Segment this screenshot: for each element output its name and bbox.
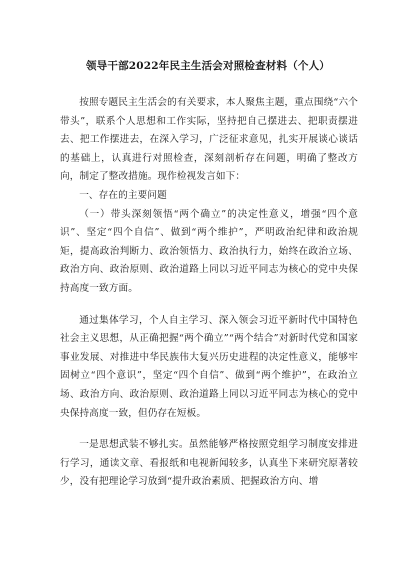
- section-heading: 一、存在的主要问题: [79, 189, 167, 201]
- document-body: [60, 94, 358, 492]
- body-paragraph: 通过集体学习，个人自主学习、深入领会习近平新时代中国特色社会主义思想，从正确把握“两个确立”“两个结合”对新时代党和国家事业发展、对推进中华民族伟大复兴历史进程的决定性意义，能够牢固树立“四个意识”，坚定“四个自信”、做到“两个维护”，在政治立场、政治方向、政治原则、政治道路上同以习近平同志为核心的党中央保持高度一致，但仍存在短板。: [60, 314, 358, 419]
- intro-paragraph: 按照专题民主生活会的有关要求，本人聚焦主题，重点围绕“六个带头”，联系个人思想和工作实际，坚持把自己摆进去、把职责摆进去、把工作摆进去，在深入学习，广泛征求意见，扎实开展谈心谈话的基础上，认真进行对照检查，深刻剖析存在问题，明确了整改方向，制定了整改措施。现作检视发言如下：: [60, 97, 358, 183]
- body-paragraph-truncated: 一是思想武装不够扎实。虽然能够严格按照党组学习制度安排进行学习，通读文章、看报纸和电视新闻较多，认真坐下来研究原著较少，没有把理论学习放到“提升政治素质、把握政治方向、增: [60, 439, 358, 488]
- subsection-paragraph: （一）带头深刻领悟“两个确立”的决定性意义，增强“四个意识”、坚定“四个自信”、做到“两个维护”，严明政治纪律和政治规矩，提高政治判断力、政治领悟力、政治执行力，始终在政治立场、政治方向、政治原则、政治道路上同以习近平同志为核心的党中央保持高度一致方面。: [60, 208, 358, 294]
- document-title: 领导干部2022年民主生活会对照检查材料（个人）: [85, 60, 331, 72]
